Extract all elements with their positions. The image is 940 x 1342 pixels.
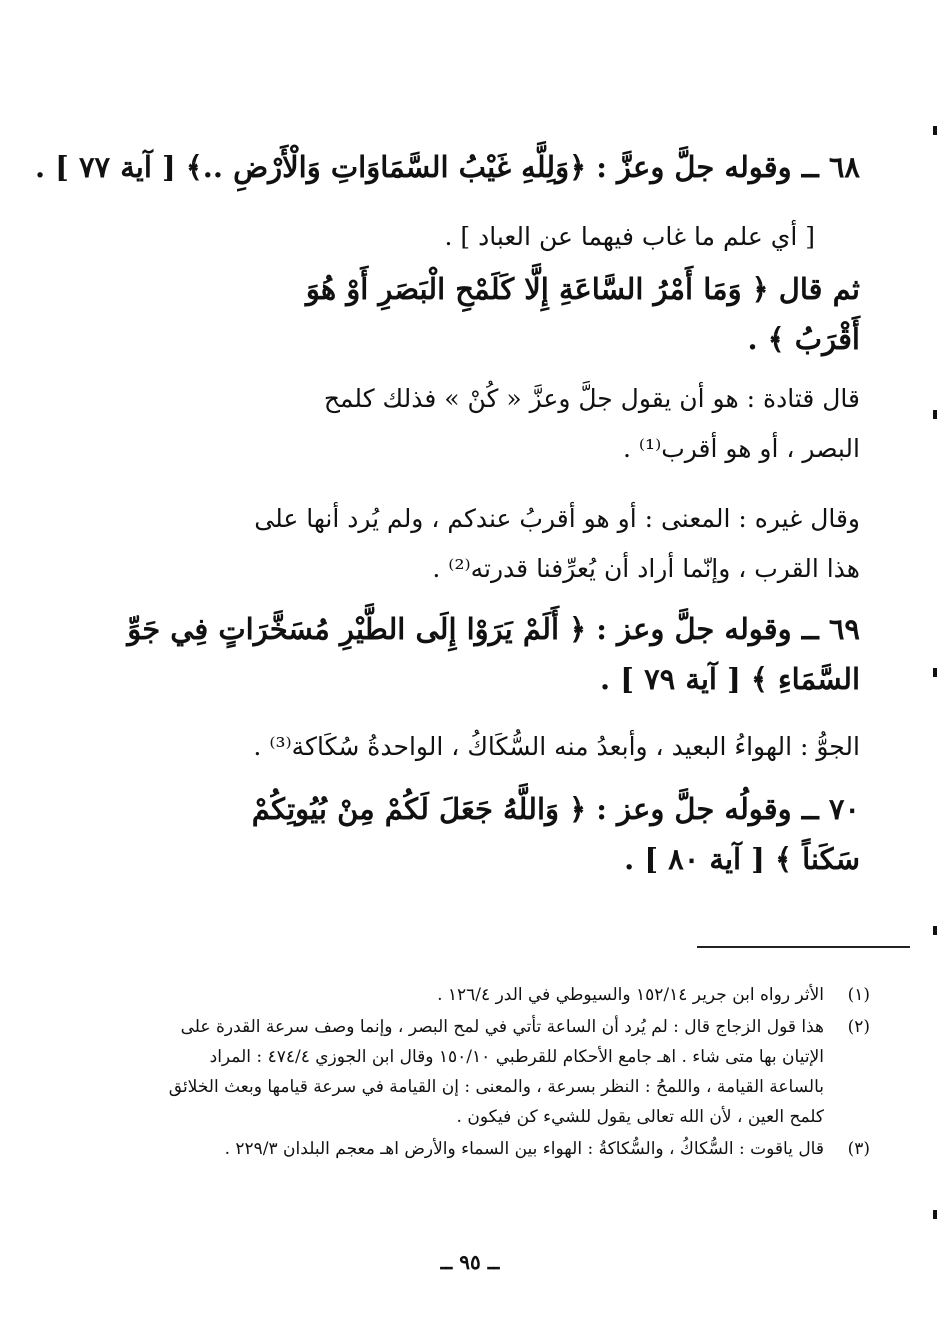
footnote-text — [118, 1012, 824, 1132]
footnote-number: (٣) — [847, 1139, 870, 1159]
footnote-line: الأثر رواه ابن جرير ١٥٢/١٤ والسيوطي في الدر ١٢٦/٤ . — [437, 985, 824, 1005]
qatada-paragraph — [110, 374, 860, 474]
footnote-separator — [697, 946, 910, 948]
footnote-line: كلمح العين ، لأن الله تعالى يقول للشيء كن فيكون . — [456, 1107, 824, 1127]
other-opinion-paragraph — [110, 494, 860, 594]
entry-70-heading-2: سَكَناً ﴾ [ آية ٨٠ ] . — [624, 842, 860, 876]
footnote-line: هذا قول الزجاج قال : لم يُرد أن الساعة تأتي في لمح البصر ، وإنما وصف سرعة القدرة على — [180, 1017, 824, 1037]
other-line-2: هذا القرب ، وإنّما أراد أن يُعرِّفنا قدرته⁽²⁾ . — [432, 554, 860, 583]
footnote-2 — [118, 1012, 870, 1132]
entry-69-heading-2: السَّمَاءِ ﴾ [ آية ٧٩ ] . — [600, 662, 860, 696]
footnote-3 — [118, 1134, 870, 1164]
verse-continuation — [110, 264, 860, 364]
verse-line-1: ثم قال ﴿ وَمَا أَمْرُ السَّاعَةِ إِلَّا كَلَمْحِ الْبَصَرِ أَوْ هُوَ — [305, 272, 860, 306]
scan-mark — [933, 1210, 937, 1219]
entry-68-gloss — [110, 212, 815, 262]
page-number: ــ ٩٥ ــ — [440, 1250, 500, 1274]
gloss-line: [ أي علم ما غاب فيهما عن العباد ] . — [444, 222, 815, 251]
qatada-line-1: قال قتادة : هو أن يقول جلَّ وعزَّ « كُنْ » فذلك كلمح — [323, 384, 860, 413]
footnote-1 — [118, 980, 870, 1010]
footnote-line: قال ياقوت : السُّكاكُ ، والسُّكاكةُ : الهواء بين السماء والأرض اهـ معجم البلدان ٢٢٩/٣ . — [224, 1139, 824, 1159]
entry-69-gloss — [110, 722, 860, 772]
footnotes — [118, 980, 870, 1166]
footnote-text — [118, 980, 824, 1010]
scan-mark — [933, 926, 937, 935]
entry-69-heading-1: ٦٩ ــ وقوله جلَّ وعز : ﴿ أَلَمْ يَرَوْا إِلَى الطَّيْرِ مُسَخَّرَاتٍ فِي جَوِّ — [127, 612, 860, 646]
scan-mark — [933, 668, 937, 677]
jaww-line: الجوُّ : الهواءُ البعيد ، وأبعدُ منه السُّكَاكُ ، الواحدةُ سُكَاكة⁽³⁾ . — [253, 732, 860, 761]
entry-68-heading: ٦٨ ــ وقوله جلَّ وعزَّ : ﴿وَلِلَّهِ غَيْبُ السَّمَاوَاتِ وَالْأَرْضِ ..﴾ [ آية ٧٧ ] . — [34, 150, 860, 184]
entry-70-heading-1: ٧٠ ــ وقولُه جلَّ وعز : ﴿ وَاللَّهُ جَعَلَ لَكُمْ مِنْ بُيُوتِكُمْ — [251, 792, 860, 826]
entry-70 — [110, 784, 860, 884]
footnote-line: الإتيان بها متى شاء . اهـ جامع الأحكام للقرطبي ١٥٠/١٠ وقال ابن الجوزي ٤٧٤/٤ : المراد — [209, 1047, 824, 1067]
entry-68 — [34, 142, 860, 192]
scan-mark — [933, 126, 937, 135]
scan-mark — [933, 410, 937, 419]
qatada-line-2: البصر ، أو هو أقرب⁽¹⁾ . — [623, 434, 860, 463]
entry-69 — [110, 604, 860, 704]
footnote-number: (٢) — [847, 1017, 870, 1037]
footnote-text — [118, 1134, 824, 1164]
footnote-number: (١) — [847, 985, 870, 1005]
verse-line-2: أَقْرَبُ ﴾ . — [747, 322, 860, 356]
other-line-1: وقال غيره : المعنى : أو هو أقربُ عندكم ، ولم يُرد أنها على — [254, 504, 860, 533]
footnote-line: بالساعة القيامة ، واللمحُ : النظر بسرعة ، والمعنى : إن القيامة في سرعة قيامها وبعث الخلائق — [168, 1077, 824, 1097]
